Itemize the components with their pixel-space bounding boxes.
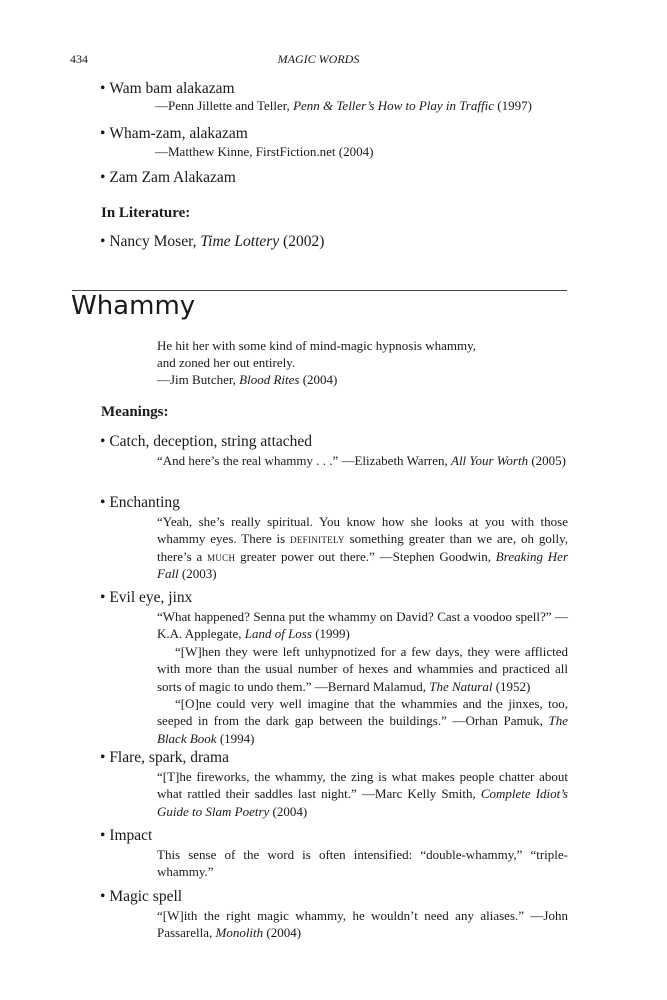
list-item-attribution: —Matthew Kinne, FirstFiction.net (2004) xyxy=(155,144,374,159)
section-heading-meanings: Meanings: xyxy=(101,404,169,420)
meaning-label: • Enchanting xyxy=(100,494,180,512)
meaning-quote: “And here’s the real whammy . . .” —Elizabeth Warren, All Your Worth (2005) xyxy=(157,453,566,468)
entry-title: Whammy xyxy=(71,291,196,321)
list-item: • Zam Zam Alakazam xyxy=(100,169,236,187)
list-item: • Nancy Moser, Time Lottery (2002) xyxy=(100,233,324,251)
meaning-quote: This sense of the word is often intensified: “double-whammy,” “triple-whammy.” xyxy=(157,847,568,880)
running-head: MAGIC WORDS xyxy=(277,52,360,66)
meaning-quote: “Yeah, she’s really spiritual. You know how she looks at you with those whammy eyes. There is definitely something greater than we are, oh golly, there’s a much greater power out there.” —Stephen Goodwin, Breaking Her Fall (2003) xyxy=(157,514,569,582)
meaning-label: • Impact xyxy=(100,827,152,845)
section-heading-literature: In Literature: xyxy=(101,205,191,221)
page-number: 434 xyxy=(70,52,88,66)
meaning-quote: “[W]ith the right magic whammy, he wouldn’t need any aliases.” —John Passarella, Monolith (2004) xyxy=(157,908,568,941)
meaning-label: • Evil eye, jinx xyxy=(100,589,192,607)
page-header xyxy=(70,52,567,68)
list-item: • Wham-zam, alakazam xyxy=(100,125,248,143)
meaning-label: • Catch, deception, string attached xyxy=(100,433,312,451)
meaning-label: • Flare, spark, drama xyxy=(100,749,229,767)
list-item-attribution: —Penn Jillette and Teller, Penn & Teller’s How to Play in Traffic (1997) xyxy=(155,98,532,113)
epigraph: He hit her with some kind of mind-magic hypnosis whammy, and zoned her out entirely. —Jim Butcher, Blood Rites (2004) xyxy=(157,338,477,387)
meaning-label: • Magic spell xyxy=(100,888,182,906)
meaning-quote: “What happened? Senna put the whammy on David? Cast a voodoo spell?” —K.A. Applegate, Land of Loss (1999) “[W]hen they were left unhypnotized for a few days, they were afflicted with more than the usual number of hexes and whammies and practiced all sorts of magic to undo them.” —Bernard Malamud, The Natural (1952) “[O]ne could very well imagine that the whammies and the jinxes, too, seeped in from the dark gap between the buildings.” —Orhan Pamuk, The Black Book (1994) xyxy=(157,609,568,746)
list-item: • Wam bam alakazam xyxy=(100,80,235,98)
meaning-quote: “[T]he fireworks, the whammy, the zing is what makes people chatter about what rattled their saddles last night.” —Marc Kelly Smith, Complete Idiot’s Guide to Slam Poetry (2004) xyxy=(157,769,568,819)
